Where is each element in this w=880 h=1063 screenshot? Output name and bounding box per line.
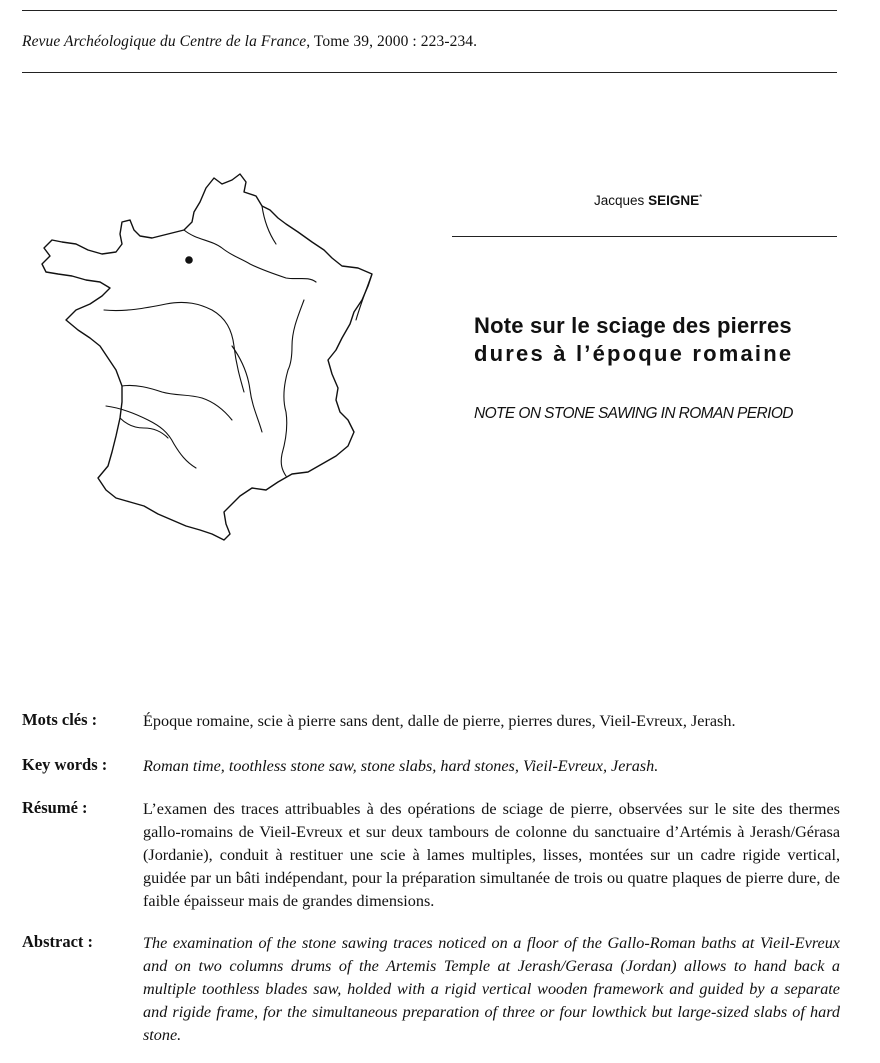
river-rhine <box>356 274 372 320</box>
author-surname: SEIGNE <box>648 193 700 208</box>
france-map <box>36 170 386 550</box>
river-seine <box>184 230 316 282</box>
title-line-2: dures à l’époque romaine <box>474 341 794 366</box>
keywords-fr-label: Mots clés : <box>22 710 98 729</box>
article-title-english: NOTE ON STONE SAWING IN ROMAN PERIOD <box>474 405 793 422</box>
river-saone <box>288 300 304 370</box>
france-outline <box>42 174 372 540</box>
river-rhone <box>281 370 288 476</box>
keywords-en-text: Roman time, toothless stone saw, stone slabs, hard stones, Vieil-Evreux, Jerash. <box>143 757 659 775</box>
author-rule <box>452 236 837 237</box>
journal-name: Revue Archéologique du Centre de la France <box>22 33 307 50</box>
resume-text: L’examen des traces attribuables à des opérations de sciage de pierre, observées sur le site des thermes gallo-romains de Vieil-Evreux et sur deux tambours de colonne du sanctuaire d’Artémis à Jerash/Gérasa (Jordanie), conduit à restituer une scie à lames multiples, lisses, montées sur un cadre rigide vertical, guidée par un bâti indépendant, pour la préparation simultanée de trois ou quatre plaques de pierre dure, de faible épaisseur mais de grandes dimensions. <box>143 800 840 910</box>
author-line <box>594 193 702 208</box>
river-garonne <box>106 406 196 468</box>
river-meuse <box>262 206 276 244</box>
abstract-label: Abstract : <box>22 932 94 951</box>
author-footnote-mark: * <box>699 193 703 202</box>
header-rule <box>22 72 837 73</box>
river-loire <box>104 302 244 392</box>
keywords-fr-text: Époque romaine, scie à pierre sans dent, dalle de pierre, pierres dures, Vieil-Evreux, Jerash. <box>143 712 736 730</box>
resume-label: Résumé : <box>22 798 88 817</box>
journal-citation <box>22 33 477 51</box>
keywords-en-label: Key words : <box>22 755 108 774</box>
site-marker <box>185 256 193 264</box>
top-rule <box>22 10 837 11</box>
abstract-text: The examination of the stone sawing traces noticed on a floor of the Gallo-Roman baths at Vieil-Evreux and on two columns drums of the Artemis Temple at Jerash/Gerasa (Jordan) allows to hand back a multiple toothless blades saw, holded with a rigid vertical wooden framework and guided by a separate and rigide frame, for the simultaneous preparation of three or four lowthick but large-sized slabs of hard stone. <box>143 934 840 1044</box>
journal-issue: , Tome 39, 2000 : 223-234. <box>306 33 478 50</box>
author-first-name: Jacques <box>594 193 645 208</box>
title-line-1: Note sur le sciage des pierres <box>474 313 792 338</box>
article-title <box>474 312 834 368</box>
river-dordogne <box>122 385 232 420</box>
